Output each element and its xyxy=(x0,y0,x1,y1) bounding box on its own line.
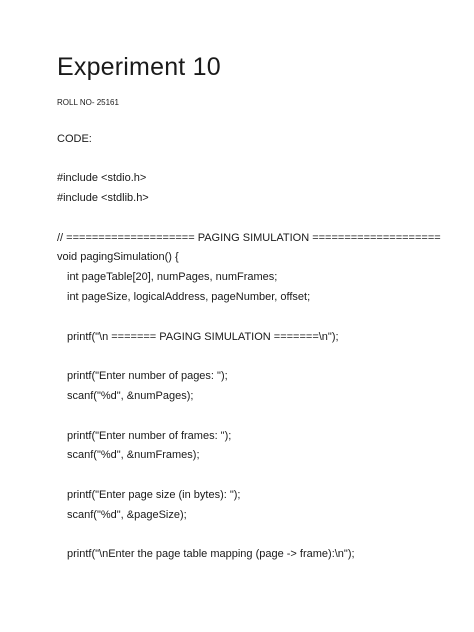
code-line: printf("\nEnter the page table mapping (page -> frame):\n"); xyxy=(67,548,355,560)
code-line: int pageTable[20], numPages, numFrames; xyxy=(67,271,278,283)
code-line: // ==================== PAGING SIMULATION ==================== xyxy=(57,232,441,244)
document-title: Experiment 10 xyxy=(57,53,221,81)
code-line: printf("Enter number of pages: "); xyxy=(67,370,228,382)
code-line: #include <stdlib.h> xyxy=(57,192,149,204)
code-line: #include <stdio.h> xyxy=(57,172,147,184)
code-line: printf("Enter page size (in bytes): "); xyxy=(67,489,241,501)
code-label: CODE: xyxy=(57,133,92,145)
code-line: printf("Enter number of frames: "); xyxy=(67,430,232,442)
code-line: scanf("%d", &numFrames); xyxy=(67,449,200,461)
code-line: scanf("%d", &pageSize); xyxy=(67,509,187,521)
code-line: void pagingSimulation() { xyxy=(57,251,179,263)
code-line: int pageSize, logicalAddress, pageNumber, offset; xyxy=(67,291,311,303)
code-line: printf("\n ======= PAGING SIMULATION =======\n"); xyxy=(67,331,339,343)
code-line: scanf("%d", &numPages); xyxy=(67,390,194,402)
roll-number: ROLL NO- 25161 xyxy=(57,98,119,107)
